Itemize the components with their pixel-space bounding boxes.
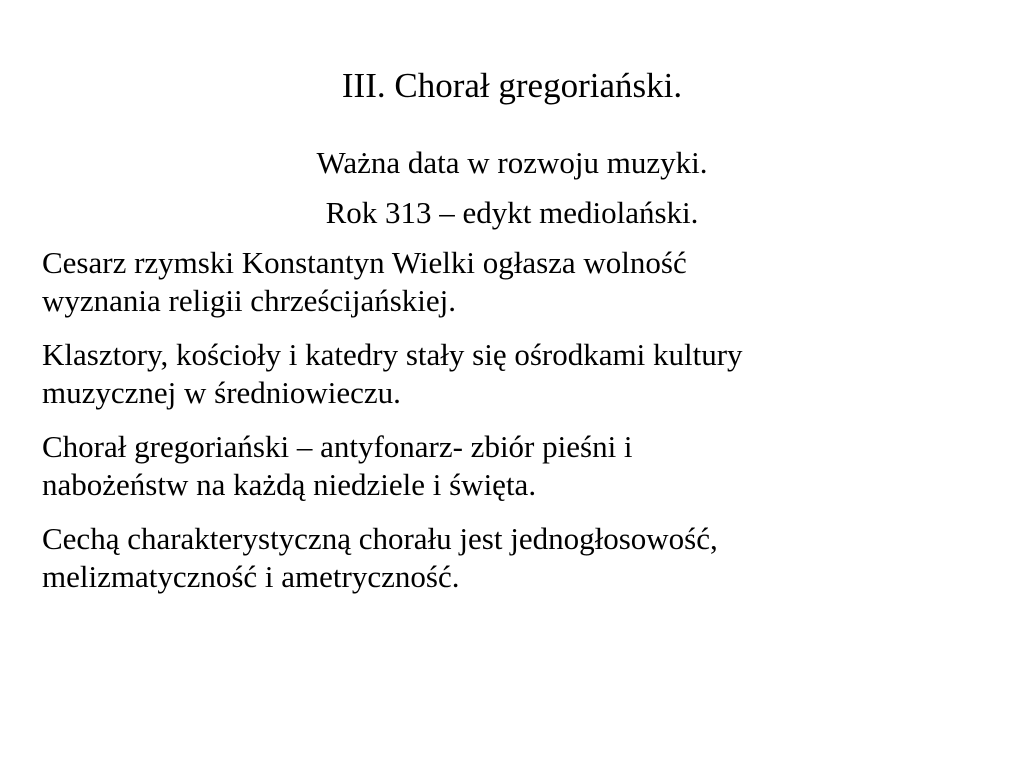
paragraph-line: Cesarz rzymski Konstantyn Wielki ogłasza wolność — [42, 245, 687, 280]
paragraph-line: muzycznej w średniowieczu. — [42, 375, 401, 410]
paragraph-line: nabożeństw na każdą niedziele i święta. — [42, 467, 537, 502]
paragraph-line: Cechą charakterystyczną chorału jest jednogłosowość, — [42, 521, 718, 556]
paragraph-monasteries — [42, 336, 982, 412]
paragraph-line: wyznania religii chrześcijańskiej. — [42, 283, 457, 318]
paragraph-edict — [0, 194, 1024, 232]
paragraph-antiphonary — [42, 428, 982, 504]
slide-title: III. Chorał gregoriański. — [341, 66, 683, 105]
paragraph-important-date — [0, 144, 1024, 182]
paragraph-characteristics — [42, 520, 982, 596]
paragraph-line: Rok 313 – edykt mediolański. — [325, 195, 699, 230]
paragraph-line: Chorał gregoriański – antyfonarz- zbiór pieśni i — [42, 429, 633, 464]
paragraph-constantine — [42, 244, 982, 320]
slide-body — [42, 144, 982, 612]
paragraph-line: melizmatyczność i ametryczność. — [42, 559, 460, 594]
paragraph-line: Ważna data w rozwoju muzyki. — [316, 145, 708, 180]
paragraph-line: Klasztory, kościoły i katedry stały się ośrodkami kultury — [42, 337, 743, 372]
